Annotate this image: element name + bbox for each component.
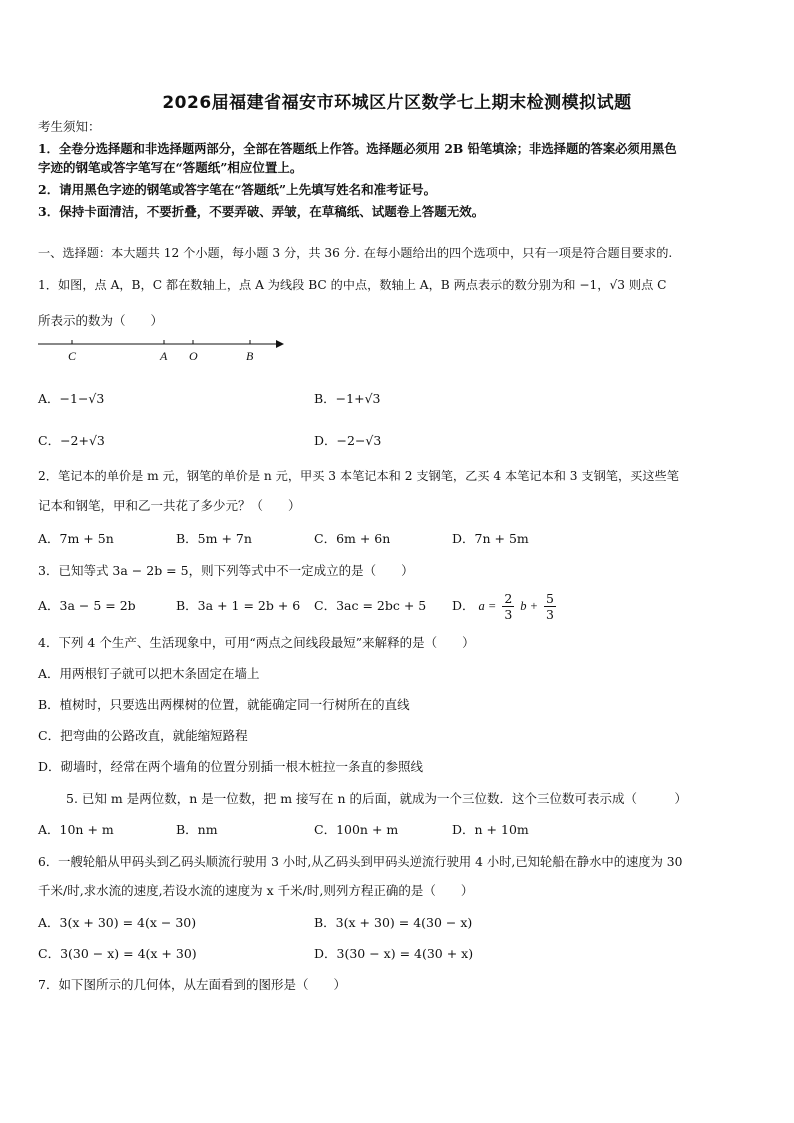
q6-stem-line-1: 6．一艘轮船从甲码头到乙码头顺流行驶用 3 小时,从乙码头到甲码头逆流行驶用 4 小时,已知轮船在静水中的速度为 30 <box>38 855 683 869</box>
q4-option-b[interactable]: B．植树时，只要选出两棵树的位置，就能确定同一行树所在的直线 <box>38 697 410 712</box>
axis-label-o: O <box>189 349 198 363</box>
notice-item-1-line-2: 字迹的钢笔或答字笔写在“答题纸”相应位置上。 <box>38 160 303 175</box>
q6-option-a[interactable]: A．3(x + 30) = 4(x − 30) <box>38 915 197 930</box>
q1-option-b[interactable]: B．−1+√3 <box>314 391 381 406</box>
q1-stem-line-1: 1．如图，点 A，B，C 都在数轴上，点 A 为线段 BC 的中点，数轴上 A，B 两点表示的数分别为和 −1，√3 则点 C <box>38 278 667 292</box>
q3-stem: 3．已知等式 3a − 2b = 5，则下列等式中不一定成立的是（ ） <box>38 563 414 578</box>
q2-stem-line-2: 记本和钢笔，甲和乙一共花了多少元？（ ） <box>38 498 301 513</box>
q2-option-a[interactable]: A．7m + 5n <box>38 531 114 546</box>
q6-option-c[interactable]: C．3(30 − x) = 4(x + 30) <box>38 946 197 961</box>
q3-option-d-fraction-2 <box>544 591 556 622</box>
axis-label-a: A <box>160 349 168 363</box>
q6-option-d[interactable]: D．3(30 − x) = 4(30 + x) <box>314 946 474 961</box>
axis-label-b: B <box>246 349 254 363</box>
q1-option-a[interactable]: A．−1−√3 <box>38 391 105 406</box>
q2-stem-line-1: 2．笔记本的单价是 m 元，钢笔的单价是 n 元，甲买 3 本笔记本和 2 支钢笔，乙买 4 本笔记本和 3 支钢笔，买这些笔 <box>38 469 679 483</box>
q4-stem: 4．下列 4 个生产、生活现象中，可用“两点之间线段最短”来解释的是（ ） <box>38 635 475 650</box>
q1-option-d[interactable]: D．−2−√3 <box>314 433 382 448</box>
page-title: 2026届福建省福安市环城区片区数学七上期末检测模拟试题 <box>162 93 632 113</box>
q3-option-b[interactable]: B．3a + 1 = 2b + 6 <box>176 598 301 613</box>
q2-option-b[interactable]: B．5m + 7n <box>176 531 252 546</box>
q3-option-d-fraction-1 <box>502 591 514 622</box>
notice-item-1-line-1: 1．全卷分选择题和非选择题两部分，全部在答题纸上作答。选择题必须用 2B 铅笔填涂；非选择题的答案必须用黑色 <box>38 141 677 156</box>
axis-label-c: C <box>68 349 77 363</box>
fraction-1-denominator: 3 <box>504 607 513 622</box>
q1-option-c[interactable]: C．−2+√3 <box>38 433 105 448</box>
number-line-figure <box>36 334 286 366</box>
q3-option-d-mid: b + <box>520 599 539 613</box>
q4-option-d[interactable]: D．砌墙时，经常在两个墙角的位置分别插一根木桩拉一条直的参照线 <box>38 759 424 774</box>
q6-stem-line-2: 千米/时,求水流的速度,若设水流的速度为 x 千米/时,则列方程正确的是（ ） <box>38 883 474 898</box>
fraction-1-numerator: 2 <box>504 591 513 606</box>
q3-option-c[interactable]: C．3ac = 2bc + 5 <box>314 598 427 613</box>
number-line-arrow <box>276 340 284 348</box>
notice-heading: 考生须知： <box>38 119 101 134</box>
q2-option-d[interactable]: D．7n + 5m <box>452 531 529 546</box>
q3-option-d-lhs: a = <box>478 599 497 613</box>
q3-option-a[interactable]: A．3a − 5 = 2b <box>38 598 136 613</box>
q1-stem-line-2: 所表示的数为（ ） <box>38 313 164 328</box>
q5-stem: 5. 已知 m 是两位数，n 是一位数，把 m 接写在 n 的后面，就成为一个三位数．这个三位数可表示成（ ） <box>66 791 688 806</box>
q7-stem: 7．如下图所示的几何体，从左面看到的图形是（ ） <box>38 977 346 992</box>
q4-option-a[interactable]: A．用两根钉子就可以把木条固定在墙上 <box>38 666 260 681</box>
section-heading: 一、选择题：本大题共 12 个小题，每小题 3 分，共 36 分. 在每小题给出的四个选项中，只有一项是符合题目要求的. <box>38 246 673 260</box>
q5-option-a[interactable]: A．10n + m <box>38 822 114 837</box>
fraction-2-denominator: 3 <box>546 607 554 622</box>
fraction-2-numerator: 5 <box>546 591 554 606</box>
notice-item-2: 2．请用黑色字迹的钢笔或答字笔在“答题纸”上先填写姓名和准考证号。 <box>38 182 437 197</box>
q5-option-b[interactable]: B．nm <box>176 822 218 837</box>
notice-item-3: 3．保持卡面清洁，不要折叠，不要弄破、弄皱，在草稿纸、试题卷上答题无效。 <box>38 204 485 219</box>
q6-option-b[interactable]: B．3(x + 30) = 4(30 − x) <box>314 915 473 930</box>
q4-option-c[interactable]: C．把弯曲的公路改直，就能缩短路程 <box>38 728 248 743</box>
q5-option-d[interactable]: D．n + 10m <box>452 822 529 837</box>
q2-option-c[interactable]: C．6m + 6n <box>314 531 391 546</box>
q5-option-c[interactable]: C．100n + m <box>314 822 399 837</box>
q3-option-d-prefix: D． <box>452 598 475 613</box>
q3-option-d[interactable] <box>452 588 558 624</box>
